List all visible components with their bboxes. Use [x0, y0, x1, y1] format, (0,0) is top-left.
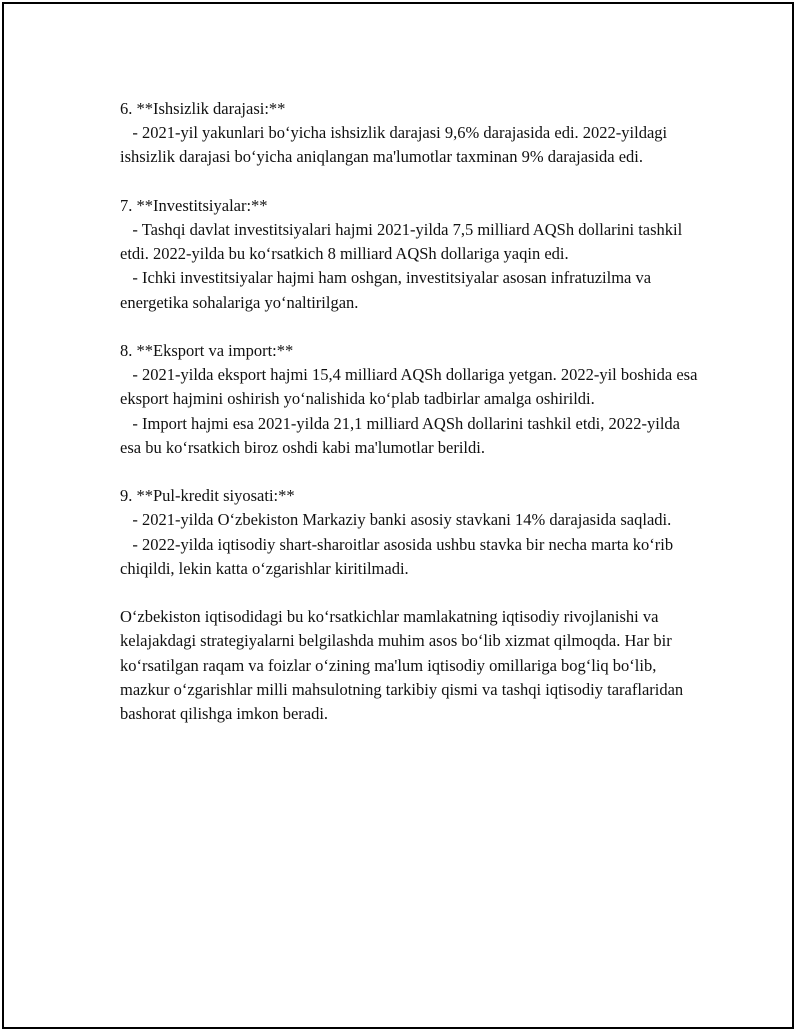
- section-investments: [120, 194, 700, 315]
- bullet-item: - 2021-yilda O‘zbekiston Markaziy banki asosiy stavkani 14% darajasida saqladi.: [120, 510, 672, 530]
- document-page: [2, 2, 794, 1029]
- document-body: [120, 97, 700, 726]
- bullet-item: - 2021-yil yakunlari bo‘yicha ishsizlik darajasi 9,6% darajasida edi. 2022-yildagi ishsizlik darajasi bo‘yicha aniqlangan ma'lumotlar taxminan 9% darajasida edi.: [120, 123, 672, 167]
- bullet-item: - 2022-yilda iqtisodiy shart-sharoitlar asosida ushbu stavka bir necha marta ko‘rib chiqildi, lekin katta o‘zgarishlar kiritilmadi.: [120, 534, 678, 578]
- section-monetary-policy: [120, 484, 700, 581]
- conclusion-paragraph: O‘zbekiston iqtisodidagi bu ko‘rsatkichlar mamlakatning iqtisodiy rivojlanishi va kelajakdagi strategiyalarni belgilashda muhim asos bo‘lib xizmat qilmoqda. Har bir ko‘rsatilgan raqam va foizlar o‘zining ma'lum iqtisodiy omillariga bog‘liq bo‘lib, mazkur o‘zgarishlar milli mahsulotning tarkibiy qismi va tashqi iqtisodiy taraflaridan bashorat qilishga imkon beradi.: [120, 607, 684, 724]
- section-heading: 9. **Pul-kredit siyosati:**: [120, 486, 295, 506]
- section-heading: 6. **Ishsizlik darajasi:**: [120, 99, 286, 118]
- section-heading: 7. **Investitsiyalar:**: [120, 195, 268, 215]
- section-heading: 8. **Eksport va import:**: [120, 341, 294, 360]
- bullet-item: - Ichki investitsiyalar hajmi ham oshgan, investitsiyalar asosan infratuzilma va energetika sohalariga yo‘naltirilgan.: [120, 268, 656, 312]
- section-unemployment: [120, 97, 700, 170]
- bullet-item: - Import hajmi esa 2021-yilda 21,1 milliard AQSh dollarini tashkil etdi, 2022-yilda esa bu ko‘rsatkich biroz oshdi kabi ma'lumotlar berildi.: [120, 413, 685, 457]
- bullet-item: - Tashqi davlat investitsiyalari hajmi 2021-yilda 7,5 milliard AQSh dollarini tashkil etdi. 2022-yilda bu ko‘rsatkich 8 milliard AQSh dollariga yaqin edi.: [120, 220, 687, 264]
- bullet-item: - 2021-yilda eksport hajmi 15,4 milliard AQSh dollariga yetgan. 2022-yil boshida esa eksport hajmini oshirish yo‘nalishida ko‘plab tadbirlar amalga oshirildi.: [120, 365, 702, 409]
- section-export-import: [120, 339, 700, 460]
